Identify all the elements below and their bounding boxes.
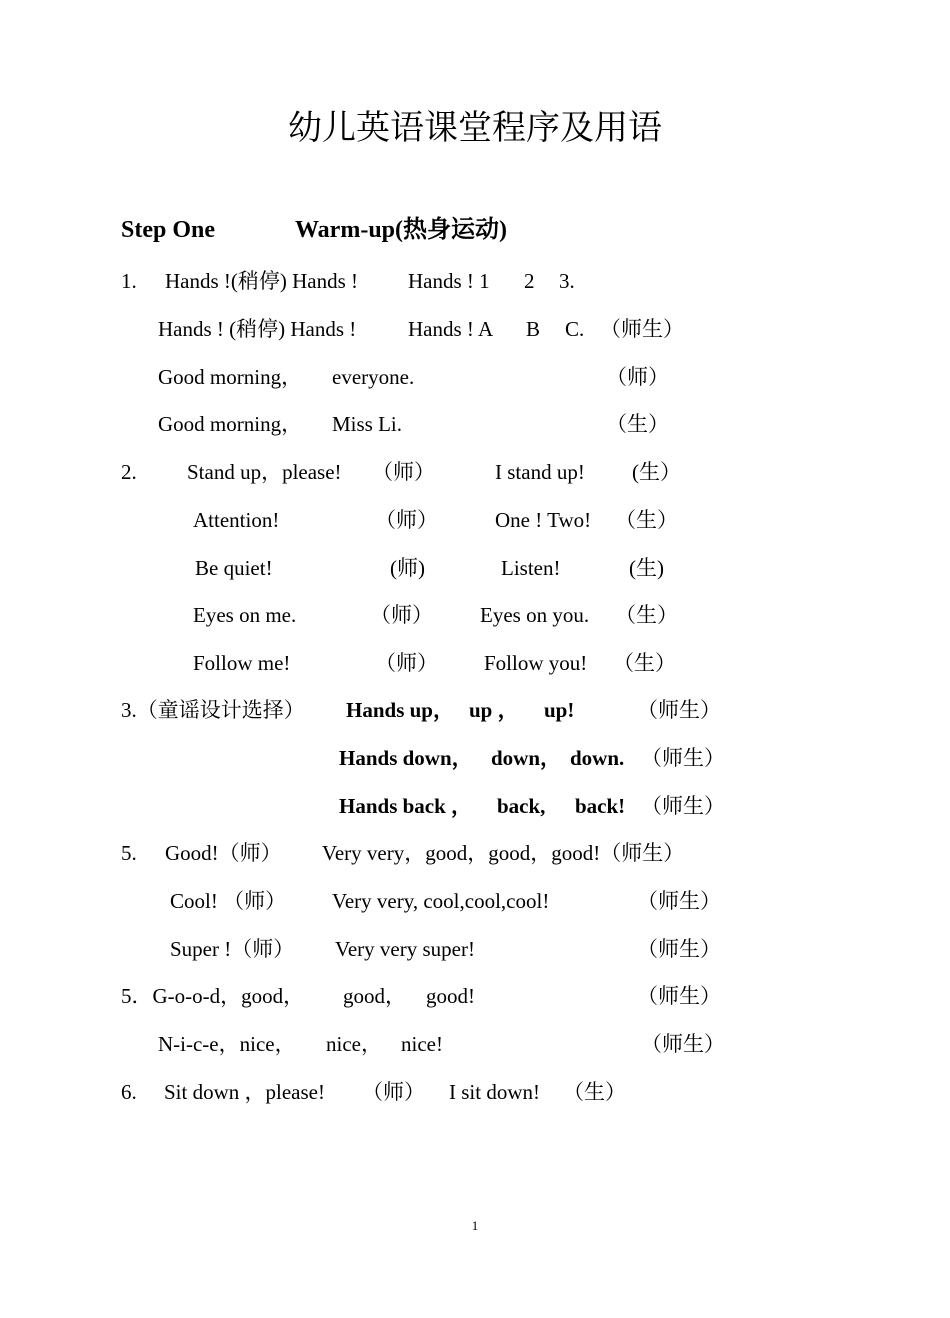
role-label: （师生） <box>600 317 684 341</box>
line-3-text: everyone. <box>332 365 415 389</box>
role-label: （师） <box>362 1080 425 1104</box>
line-1-text: Hands ! 1 <box>408 269 490 293</box>
line-10-text: up ， <box>469 698 519 722</box>
line-15-text: Super !（师） <box>170 937 295 961</box>
line-2-text: B <box>526 317 541 341</box>
line-9-text: Follow you! <box>484 651 588 675</box>
line-16-text: good， <box>343 984 406 1008</box>
role-label: （师生） <box>637 698 721 722</box>
line-11-text: Hands down， <box>339 746 473 770</box>
role-label: （师生） <box>641 794 725 818</box>
line-4-text: Miss Li. <box>332 412 403 436</box>
line-12-text: Hands back ， <box>339 794 473 818</box>
line-10-text: Hands up， <box>346 698 454 722</box>
line-10-text: up! <box>544 698 575 722</box>
line-6-text: One ! Two! <box>495 508 592 532</box>
line-11-text: down. <box>570 746 625 770</box>
role-label: （师生） <box>637 889 721 913</box>
line-11-text: down， <box>491 746 562 770</box>
role-label: (师) <box>390 556 425 580</box>
role-label: （师生） <box>641 746 725 770</box>
line-2-text: Hands ! (稍停) Hands ! <box>158 317 357 341</box>
line-5-text: I stand up! <box>495 460 585 484</box>
role-label: （生） <box>615 603 678 627</box>
line-4-text: Good morning， <box>158 412 303 436</box>
page-title: 幼儿英语课堂程序及用语 <box>288 110 662 147</box>
line-5-text: Stand up，please! <box>187 460 342 484</box>
role-label: （生） <box>606 412 669 436</box>
line-18-text: I sit down! <box>449 1080 540 1104</box>
line-9-text: Follow me! <box>193 651 291 675</box>
line-16-text: good! <box>426 984 475 1008</box>
line-18-text: Sit down ，please! <box>164 1080 325 1104</box>
line-1-text: Hands !(稍停) Hands ! <box>165 269 359 293</box>
line-6-text: Attention! <box>193 508 280 532</box>
line-5-number: 2. <box>121 460 137 484</box>
line-2-text: Hands ! A <box>408 317 494 341</box>
role-label: (生） <box>632 460 681 484</box>
role-label: （师） <box>372 460 435 484</box>
line-18-number: 6. <box>121 1080 137 1104</box>
role-label: （师生） <box>641 1032 725 1056</box>
line-13-number: 5. <box>121 841 137 865</box>
line-1-text: 3. <box>559 269 575 293</box>
role-label: （师） <box>370 603 433 627</box>
role-label: （生） <box>615 508 678 532</box>
line-2-text: C. <box>565 317 585 341</box>
line-12-text: back, <box>497 794 546 818</box>
line-15-text: Very very super! <box>335 937 475 961</box>
line-12-text: back! <box>575 794 626 818</box>
step-label: Step One <box>121 217 216 243</box>
line-14-text: Cool! （师） <box>170 889 287 913</box>
page-number: 1 <box>471 1218 479 1233</box>
role-label: （师） <box>375 651 438 675</box>
role-label: （生） <box>563 1080 626 1104</box>
role-label: （师） <box>375 508 438 532</box>
line-3-text: Good morning， <box>158 365 303 389</box>
line-17-text: nice! <box>401 1032 443 1056</box>
line-13-text: Good!（师） <box>165 841 282 865</box>
role-label: （师生） <box>637 937 721 961</box>
line-1-number: 1. <box>121 269 137 293</box>
role-label: （师生） <box>637 984 721 1008</box>
line-10-number: 3.（童谣设计选择） <box>121 698 305 722</box>
role-label: (生) <box>629 556 664 580</box>
line-13-text: Very very，good，good，good!（师生） <box>322 841 685 865</box>
line-7-text: Listen! <box>501 556 561 580</box>
step-name: Warm-up(热身运动) <box>295 217 507 243</box>
role-label: （师） <box>606 365 669 389</box>
line-1-text: 2 <box>524 269 535 293</box>
role-label: （生） <box>613 651 676 675</box>
line-7-text: Be quiet! <box>195 556 273 580</box>
line-17-text: N-i-c-e，nice， <box>158 1032 296 1056</box>
line-8-text: Eyes on you. <box>480 603 590 627</box>
line-8-text: Eyes on me. <box>193 603 297 627</box>
line-17-text: nice， <box>326 1032 382 1056</box>
line-14-text: Very very, cool,cool,cool! <box>332 889 550 913</box>
line-16-text: 5．G-o-o-d，good， <box>121 984 305 1008</box>
